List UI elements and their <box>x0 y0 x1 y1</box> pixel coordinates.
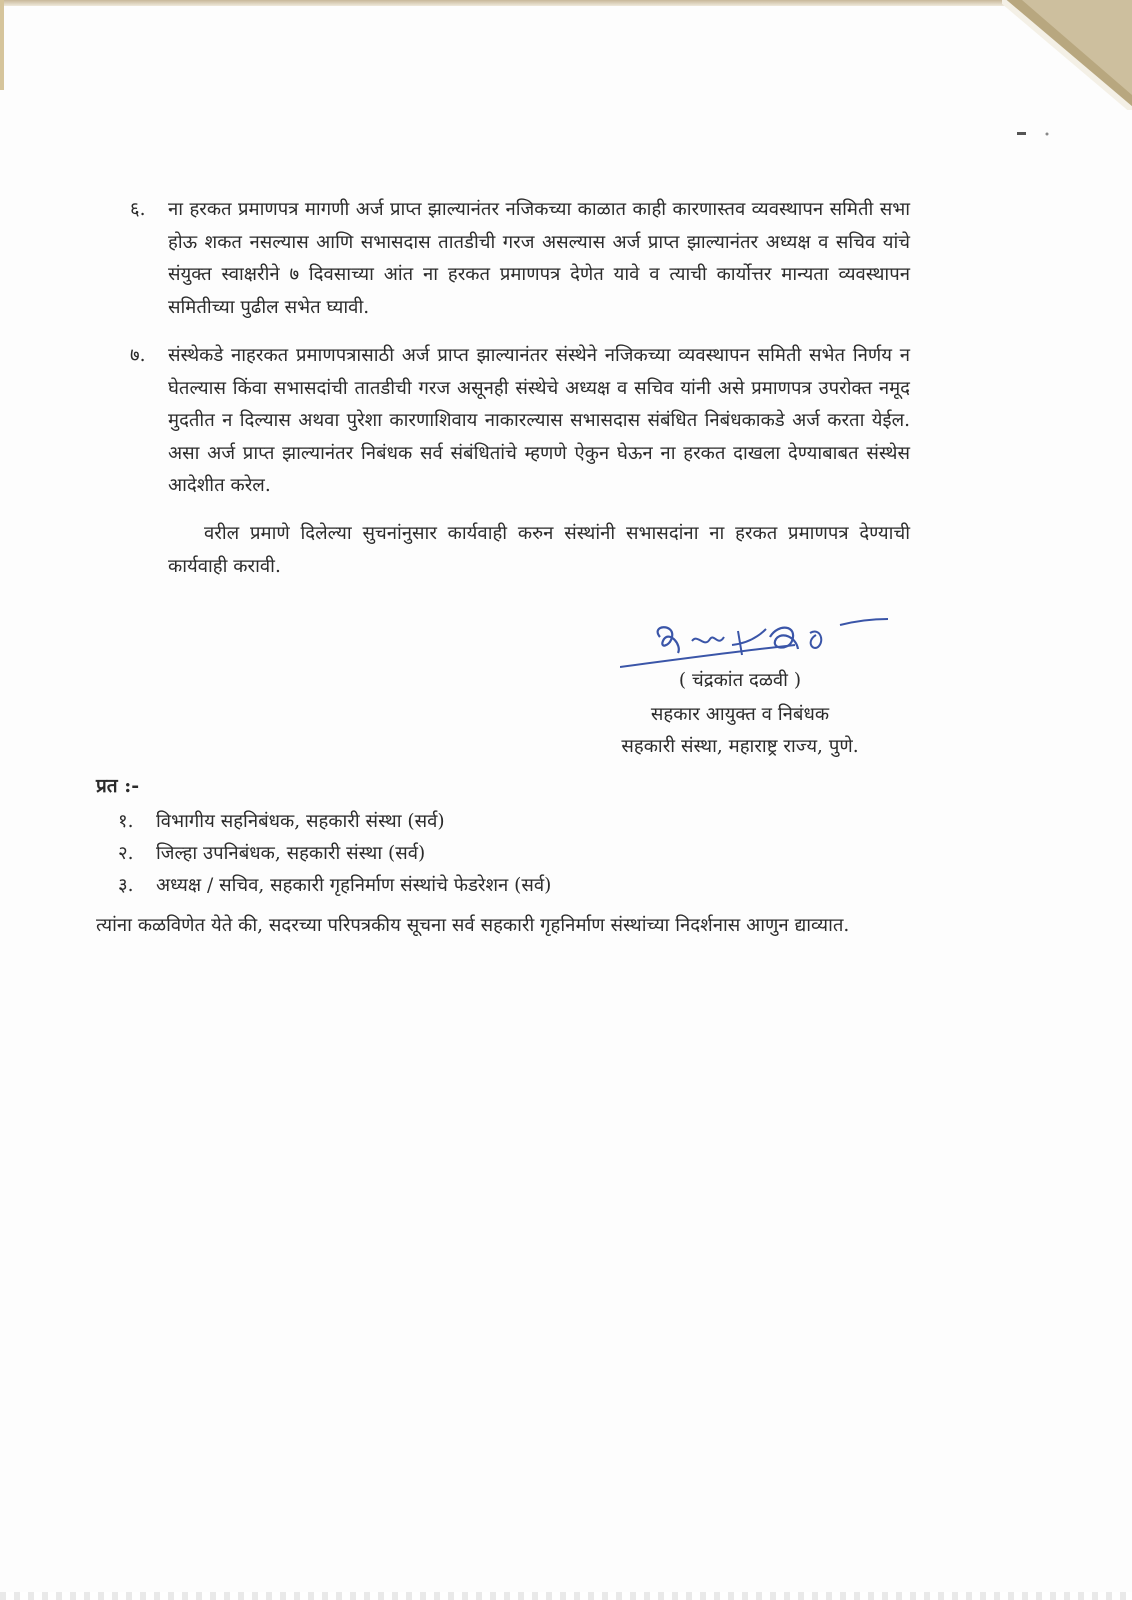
closing-paragraph: वरील प्रमाणे दिलेल्या सुचनांनुसार कार्यवाही करुन संस्थांनी सभासदांना ना हरकत प्रमाणपत्र देण्याची कार्यवाही करावी. <box>168 523 910 577</box>
scan-edge-bottom <box>0 1592 1132 1600</box>
point-6-text: ना हरकत प्रमाणपत्र मागणी अर्ज प्राप्त झाल्यानंतर नजिकच्या काळात काही कारणास्तव व्यवस्थापन समिती सभा होऊ शकत नसल्यास आणि सभासदास तातडीची गरज असल्यास अर्ज प्राप्त झाल्यानंतर अध्यक्ष व सचिव यांचे संयुक्त स्वाक्षरीने ७ दिवसाच्या आंत ना हरकत प्रमाणपत्र देणेत यावे व त्याची कार्योत्तर मान्यता व्यवस्थापन समितीच्या पुढील सभेत घ्यावी. <box>168 199 910 318</box>
point-6-number: ६. <box>130 199 146 220</box>
copy-to-list <box>118 806 918 902</box>
point-7 <box>130 340 910 503</box>
signatory-designation: सहकार आयुक्त व निबंधक <box>650 704 830 725</box>
copy-to-item <box>118 870 918 902</box>
page-corner-fold <box>1002 0 1132 110</box>
final-note: त्यांना कळविणेत येते की, सदरच्या परिपत्रकीय सूचना सर्व सहकारी गृहनिर्माण संस्थांच्या निदर्शनास आणुन द्याव्यात. <box>96 915 850 936</box>
scan-specks <box>1017 130 1057 138</box>
copy-to-item <box>118 806 918 838</box>
scan-edge-left <box>0 0 4 90</box>
point-7-text: संस्थेकडे नाहरकत प्रमाणपत्रासाठी अर्ज प्राप्त झाल्यानंतर संस्थेने नजिकच्या व्यवस्थापन समिती सभेत निर्णय न घेतल्यास किंवा सभासदांची तातडीची गरज असूनही संस्थेचे अध्यक्ष व सचिव यांनी असे प्रमाणपत्र उपरोक्त नमूद मुदतीत न दिल्यास अथवा पुरेशा कारणाशिवाय नाकारल्यास सभासदास संबंधित निबंधकाकडे अर्ज करता येईल. असा अर्ज प्राप्त झाल्यानंतर निबंधक सर्व संबंधितांचे म्हणणे ऐकुन घेऊन ना हरकत दाखला देण्याबाबत संस्थेस आदेशीत करेल. <box>168 345 910 496</box>
signature-block <box>600 615 900 775</box>
handwritten-signature <box>620 615 890 675</box>
copy-to-item-number: ३. <box>118 875 134 896</box>
signatory-office: सहकारी संस्था, महाराष्ट्र राज्य, पुणे. <box>621 736 859 757</box>
copy-to-item-text: विभागीय सहनिबंधक, सहकारी संस्था (सर्व) <box>156 811 445 832</box>
copy-to-item-number: २. <box>118 843 134 864</box>
scan-edge-top <box>0 0 1132 6</box>
point-6 <box>130 194 910 324</box>
copy-to-item-number: १. <box>118 811 134 832</box>
point-7-number: ७. <box>130 345 146 366</box>
signatory-name: ( चंद्रकांत दळवी ) <box>678 670 802 691</box>
copy-to-heading: प्रत :- <box>96 775 140 797</box>
copy-to-item-text: अध्यक्ष / सचिव, सहकारी गृहनिर्माण संस्थांचे फेडरेशन (सर्व) <box>156 875 552 896</box>
copy-to-item-text: जिल्हा उपनिबंधक, सहकारी संस्था (सर्व) <box>156 843 426 864</box>
copy-to-item <box>118 838 918 870</box>
